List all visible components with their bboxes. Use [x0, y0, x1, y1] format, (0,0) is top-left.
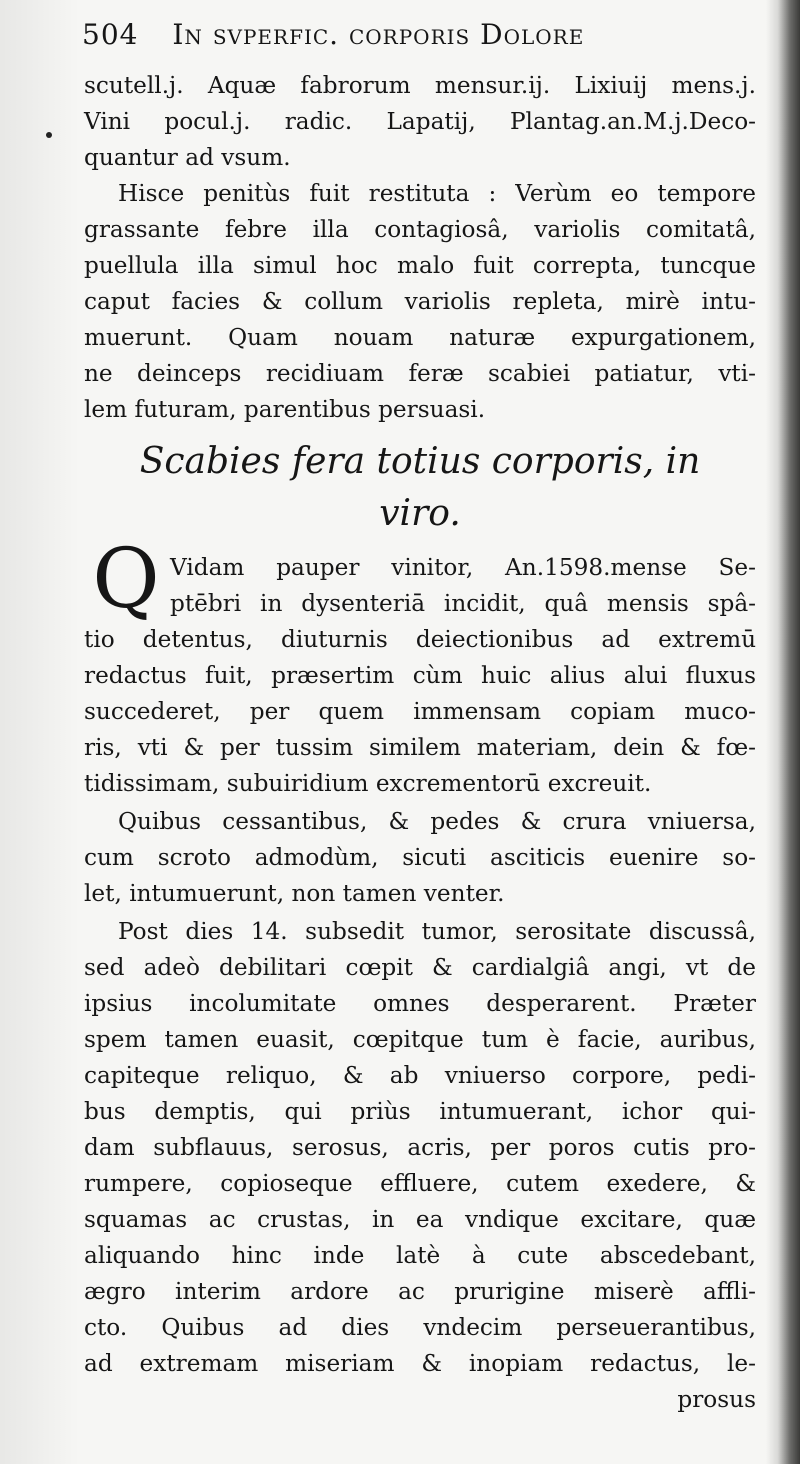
text-line: grassante febre illa contagiosâ, variolis comitatâ,: [84, 216, 756, 243]
text-line: muerunt. Quam nouam naturæ expurgationem,: [84, 324, 756, 351]
text-line: sed adeò debilitari cœpit & cardialgiâ angi, vt de: [84, 954, 756, 981]
text-line: succederet, per quem immensam copiam muco-: [84, 698, 756, 725]
text-line: rumpere, copioseque effluere, cutem exedere, &: [84, 1170, 756, 1197]
running-title: In svperfic. corporis Dolore: [172, 18, 585, 51]
text-line: puellula illa simul hoc malo fuit correpta, tuncque: [84, 252, 756, 279]
text-line: squamas ac crustas, in ea vndique excitare, quæ: [84, 1206, 756, 1233]
margin-mark: [46, 132, 52, 138]
text-line: cto. Quibus ad dies vndecim perseuerantibus,: [84, 1314, 756, 1341]
text-line: caput facies & collum variolis repleta, mirè intu-: [84, 288, 756, 315]
section-heading: Scabies fera totius corporis, in: [139, 441, 701, 482]
text-line: ægro interim ardore ac prurigine miserè affli-: [84, 1278, 756, 1305]
section-heading-continued: viro.: [379, 493, 461, 534]
text-line: quantur ad vsum.: [84, 144, 291, 171]
text-line: scutell.j. Aquæ fabrorum mensur.ij. Lixiuij mens.j.: [84, 72, 756, 99]
text-line: ptēbri in dysenteriā incidit, quâ mensis spâ-: [170, 590, 756, 617]
text-line: tidissimam, subuiridium excrementorū excreuit.: [84, 770, 652, 797]
text-line: Post dies 14. subsedit tumor, serositate discussâ,: [118, 918, 756, 945]
page-gutter-shadow: [0, 0, 80, 1464]
text-line: ad extremam miseriam & inopiam redactus, le-: [84, 1350, 756, 1377]
text-line: let, intumuerunt, non tamen venter.: [84, 880, 505, 907]
text-line: Vidam pauper vinitor, An.1598.mense Se-: [170, 554, 756, 581]
page-number: 504: [82, 18, 139, 51]
text-line: ris, vti & per tussim similem materiam, dein & fœ-: [84, 734, 756, 761]
text-line: Vini pocul.j. radic. Lapatij, Plantag.an.M.j.Deco-: [84, 108, 756, 135]
text-line: ipsius incolumitate omnes desperarent. Præter: [84, 990, 756, 1017]
text-line: Hisce penitùs fuit restituta : Verùm eo tempore: [118, 180, 756, 207]
catchword: prosus: [677, 1386, 756, 1413]
text-line: cum scroto admodùm, sicuti asciticis euenire so-: [84, 844, 756, 871]
text-line: aliquando hinc inde latè à cute abscedebant,: [84, 1242, 756, 1269]
text-line: redactus fuit, præsertim cùm huic alius alui fluxus: [84, 662, 756, 689]
text-line: Quibus cessantibus, & pedes & crura vniuersa,: [118, 808, 756, 835]
text-line: spem tamen euasit, cœpitque tum è facie, auribus,: [84, 1026, 756, 1053]
text-line: ne deinceps recidiuam feræ scabiei patiatur, vti-: [84, 360, 756, 387]
text-line: lem futuram, parentibus persuasi.: [84, 396, 486, 423]
page-edge-shadow: [766, 0, 800, 1464]
page-header: [82, 18, 722, 58]
text-line: capiteque reliquo, & ab vniuerso corpore, pedi-: [84, 1062, 756, 1089]
text-line: tio detentus, diuturnis deiectionibus ad extremū: [84, 626, 756, 653]
drop-initial: Q: [92, 532, 160, 627]
text-line: dam subflauus, serosus, acris, per poros cutis pro-: [84, 1134, 756, 1161]
text-line: bus demptis, qui priùs intumuerant, ichor qui-: [84, 1098, 756, 1125]
